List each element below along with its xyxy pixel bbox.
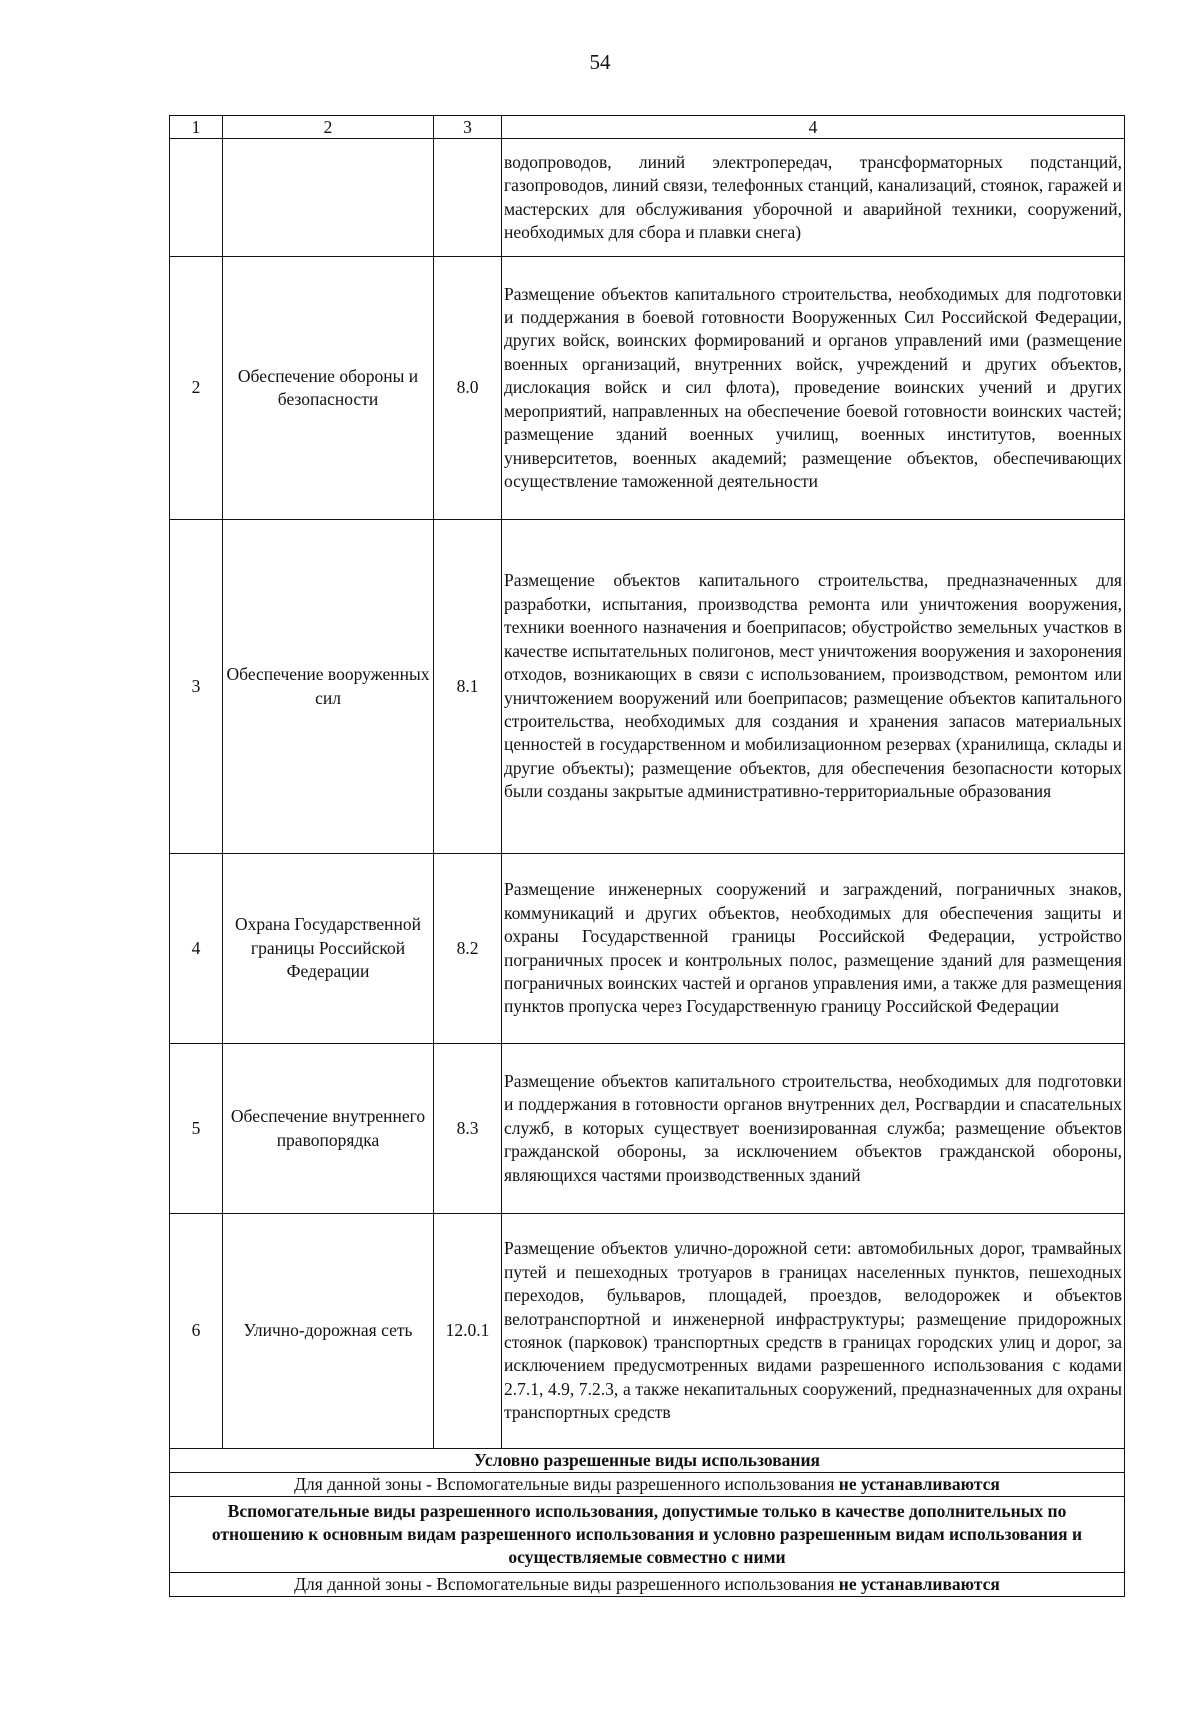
note-text: Для данной зоны - Вспомогательные виды разрешенного использования xyxy=(294,1474,835,1494)
use-type-description: Размещение инженерных сооружений и заграждений, пограничных знаков, коммуникаций и других объектов, необходимых для обеспечения защиты и охраны Государственной границы Российской Федерации, устройство пограничных просек и контрольных полос, размещение зданий для размещения пограничных воинских частей и органов управления ими, а также для размещения пунктов пропуска через Государственную границу Российской Федерации xyxy=(502,854,1125,1044)
row-number: 3 xyxy=(170,520,223,854)
table-row xyxy=(170,1044,1125,1214)
use-type-name: Обеспечение вооруженных сил xyxy=(223,520,434,854)
conditional-uses-note xyxy=(170,1473,1125,1497)
auxiliary-uses-note xyxy=(170,1573,1125,1597)
continuation-description: водопроводов, линий электропередач, трансформаторных подстанций, газопроводов, линий связи, телефонных станций, канализаций, стоянок, гаражей и мастерских для обслуживания уборочной и аварийной техники, сооружений, необходимых для сбора и плавки снега) xyxy=(502,139,1125,257)
row-number: 6 xyxy=(170,1214,223,1449)
section-heading-row xyxy=(170,1449,1125,1473)
conditional-uses-heading: Условно разрешенные виды использования xyxy=(170,1449,1125,1473)
note-emphasis: не устанавливаются xyxy=(838,1574,1000,1594)
row-number: 4 xyxy=(170,854,223,1044)
table-row xyxy=(170,520,1125,854)
use-type-name: Охрана Государственной границы Российской Федерации xyxy=(223,854,434,1044)
page-number: 54 xyxy=(589,50,611,74)
use-type-code: 8.3 xyxy=(434,1044,502,1214)
use-type-description: Размещение объектов капитального строительства, необходимых для подготовки и поддержания в готовности органов внутренних дел, Росгвардии и спасательных служб, в которых существует военизированная служба; размещение объектов гражданской обороны, за исключением объектов гражданской обороны, являющихся частями производственных зданий xyxy=(502,1044,1125,1214)
use-type-code: 8.2 xyxy=(434,854,502,1044)
use-type-code: 8.0 xyxy=(434,257,502,520)
continuation-row xyxy=(170,139,1125,257)
row-number: 2 xyxy=(170,257,223,520)
use-type-name: Обеспечение обороны и безопасности xyxy=(223,257,434,520)
header-cell-4: 4 xyxy=(502,116,1125,139)
use-type-code: 12.0.1 xyxy=(434,1214,502,1449)
table-header-row xyxy=(170,116,1125,139)
header-cell-3: 3 xyxy=(434,116,502,139)
header-cell-2: 2 xyxy=(223,116,434,139)
auxiliary-uses-heading: Вспомогательные виды разрешенного использования, допустимые только в качестве дополнительных по отношению к основным видам разрешенного использования и условно разрешенным видам использования и осуществляемые совместно с ними xyxy=(170,1497,1125,1573)
table-row xyxy=(170,1214,1125,1449)
note-row xyxy=(170,1573,1125,1597)
note-text: Для данной зоны - Вспомогательные виды разрешенного использования xyxy=(294,1574,835,1594)
header-cell-1: 1 xyxy=(170,116,223,139)
use-type-description: Размещение объектов капитального строительства, предназначенных для разработки, испытания, производства ремонта или уничтожения вооружения, техники военного назначения и боеприпасов; обустройство земельных участков в качестве испытательных полигонов, мест уничтожения вооружения и захоронения отходов, возникающих в связи с использованием, производством, ремонтом или уничтожением вооружений или боеприпасов; размещение объектов капитального строительства, необходимых для создания и хранения запасов материальных ценностей в государственном и мобилизационном резервах (хранилища, склады и другие объекты); размещение объектов, для обеспечения безопасности которых были созданы закрытые административно-территориальные образования xyxy=(502,520,1125,854)
row-number: 5 xyxy=(170,1044,223,1214)
use-type-name: Улично-дорожная сеть xyxy=(223,1214,434,1449)
use-type-code: 8.1 xyxy=(434,520,502,854)
note-emphasis: не устанавливаются xyxy=(838,1474,1000,1494)
note-row xyxy=(170,1473,1125,1497)
table-row xyxy=(170,854,1125,1044)
land-use-table xyxy=(169,115,1125,1597)
use-type-description: Размещение объектов улично-дорожной сети: автомобильных дорог, трамвайных путей и пешеходных тротуаров в границах населенных пунктов, пешеходных переходов, бульваров, площадей, проездов, велодорожек и объектов велотранспортной и инженерной инфраструктуры; размещение придорожных стоянок (парковок) транспортных средств в границах городских улиц и дорог, за исключением предусмотренных видами разрешенного использования с кодами 2.7.1, 4.9, 7.2.3, а также некапитальных сооружений, предназначенных для охраны транспортных средств xyxy=(502,1214,1125,1449)
table-row xyxy=(170,257,1125,520)
use-type-name: Обеспечение внутреннего правопорядка xyxy=(223,1044,434,1214)
section-heading-row xyxy=(170,1497,1125,1573)
use-type-description: Размещение объектов капитального строительства, необходимых для подготовки и поддержания в боевой готовности Вооруженных Сил Российской Федерации, других войск, воинских формирований и органов управлений ими (размещение военных организаций, внутренних войск, учреждений и других объектов, дислокация войск и сил флота), проведение воинских учений и других мероприятий, направленных на обеспечение боевой готовности воинских частей; размещение зданий военных училищ, военных институтов, военных университетов, военных академий; размещение объектов, обеспечивающих осуществление таможенной деятельности xyxy=(502,257,1125,520)
